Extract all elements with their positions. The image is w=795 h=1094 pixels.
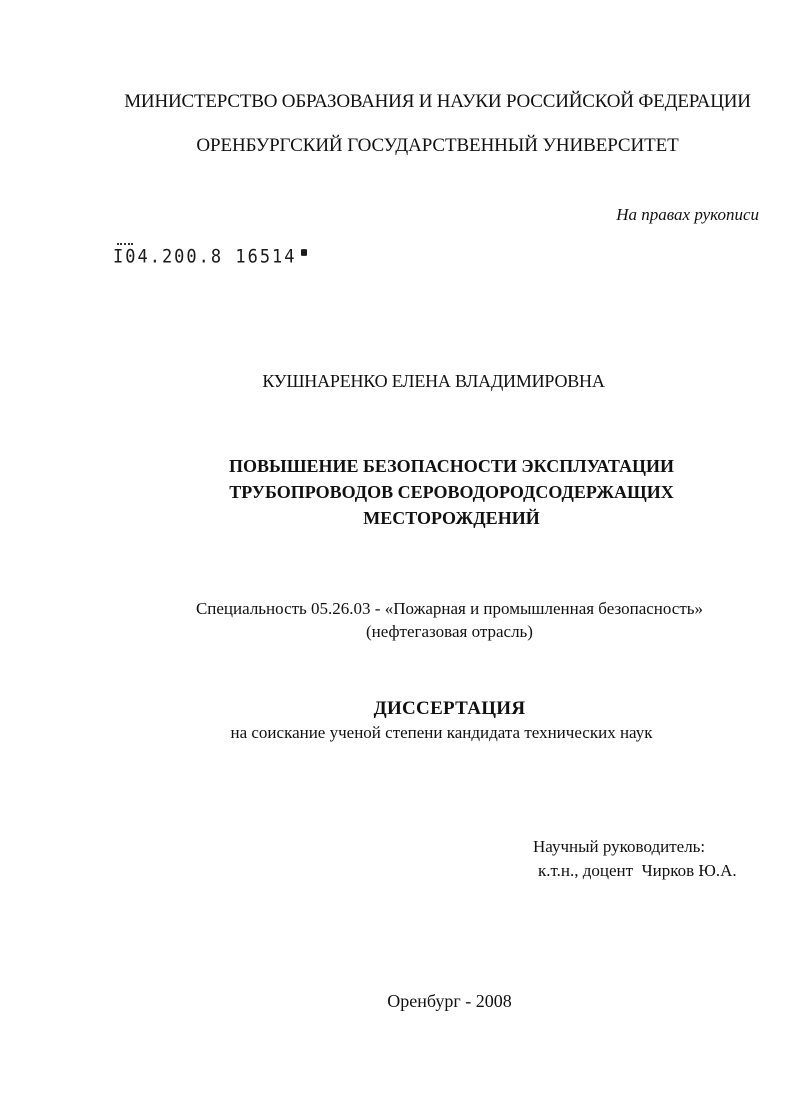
dissertation-title bbox=[0, 449, 795, 535]
dissertation-heading: ДИССЕРТАЦИЯ bbox=[373, 698, 526, 719]
specialty-line: Специальность 05.26.03 - «Пожарная и промышленная безопасность» bbox=[195, 599, 704, 618]
author-name: КУШНАРЕНКО ЕЛЕНА ВЛАДИМИРОВНА bbox=[262, 371, 605, 391]
stamp-number-text: I04.200.8 16514 bbox=[113, 245, 297, 269]
supervisor-label: Научный руководитель: bbox=[533, 837, 706, 856]
degree-line: на соискание ученой степени кандидата технических наук bbox=[230, 723, 653, 742]
title-line-2: ТРУБОПРОВОДОВ СЕРОВОДОРОДСОДЕРЖАЩИХ bbox=[229, 482, 674, 502]
title-line-1: ПОВЫШЕНИЕ БЕЗОПАСНОСТИ ЭКСПЛУАТАЦИИ bbox=[229, 456, 674, 476]
title-line-3: МЕСТОРОЖДЕНИЙ bbox=[363, 508, 540, 528]
city-year: Оренбург - 2008 bbox=[387, 991, 512, 1011]
specialty-subline: (нефтегазовая отрасль) bbox=[366, 622, 533, 641]
library-stamp-number bbox=[113, 245, 307, 269]
ministry-heading: МИНИСТЕРСТВО ОБРАЗОВАНИЯ И НАУКИ РОССИЙСКОЙ ФЕДЕРАЦИИ bbox=[124, 91, 751, 112]
university-heading: ОРЕНБУРГСКИЙ ГОСУДАРСТВЕННЫЙ УНИВЕРСИТЕТ bbox=[196, 135, 679, 156]
rights-note: На правах рукописи bbox=[616, 205, 759, 224]
stamp-dot-mark bbox=[301, 249, 307, 256]
supervisor-name: к.т.н., доцент Чирков Ю.А. bbox=[538, 861, 737, 880]
